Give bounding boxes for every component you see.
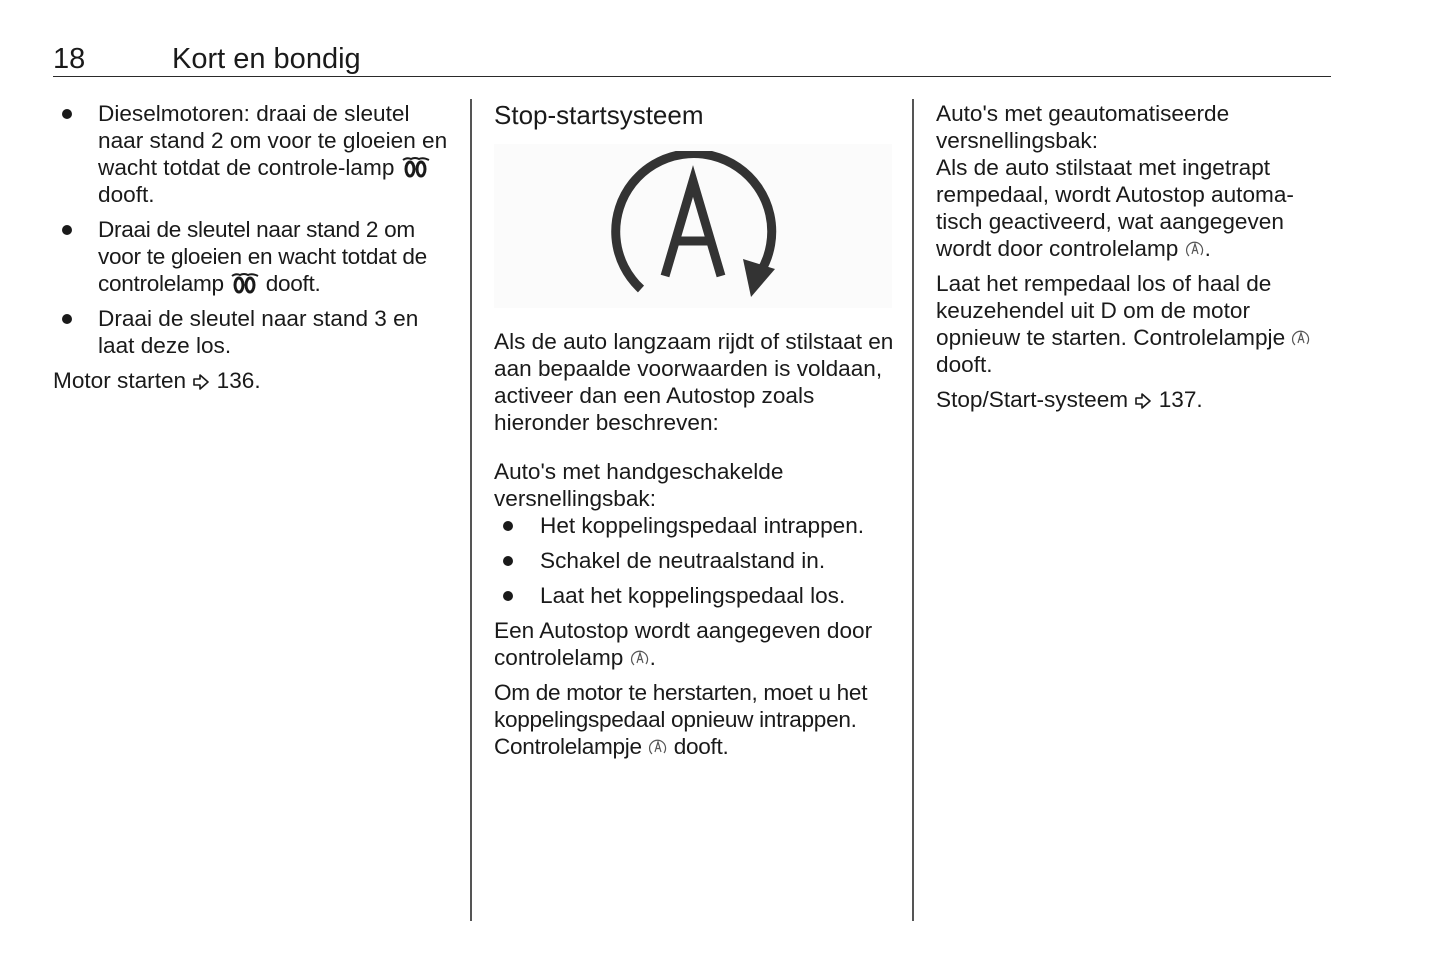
start-steps-list	[53, 100, 458, 359]
manual-gearbox-heading: Auto's met handgeschakelde versnellingsbak:	[494, 459, 784, 511]
paragraph-text: Laat het rempedaal los of haal de keuzehendel uit D om de motor opnieuw te starten. Controlelampje	[936, 271, 1286, 350]
list-item-text: Draai de sleutel naar stand 3 en laat deze los.	[98, 306, 419, 358]
paragraph-text: Om de motor te herstarten, moet u het koppelingspedaal opnieuw intrappen. Controlelampje	[494, 680, 868, 759]
autostop-indicator-icon	[1291, 328, 1311, 348]
autostop-indicator-icon	[648, 737, 668, 757]
page-reference-arrow-icon	[1134, 392, 1152, 410]
column-divider	[912, 99, 914, 921]
autostop-indicator-icon	[630, 648, 650, 668]
chapter-title: Kort en bondig	[172, 43, 361, 75]
release-brake-paragraph	[936, 270, 1326, 378]
cross-reference[interactable]	[53, 367, 458, 394]
paragraph-text: dooft.	[673, 734, 729, 759]
paragraph-text: Als de auto stilstaat met ingetrapt rempedaal, wordt Autostop automa-tisch geactiveerd, wat aangegeven wordt door controlelamp	[936, 155, 1294, 261]
list-item	[53, 305, 458, 359]
glow-plug-icon	[230, 272, 260, 294]
list-item: Laat het koppelingspedaal los.	[494, 582, 899, 609]
reference-page: 137.	[1158, 387, 1203, 412]
list-item	[53, 216, 458, 297]
automated-autostop-paragraph	[936, 154, 1326, 262]
page-reference-arrow-icon	[192, 373, 210, 391]
paragraph-text: .	[1204, 236, 1211, 261]
reference-page: 136.	[216, 368, 261, 393]
column-divider	[470, 99, 472, 921]
list-item	[53, 100, 458, 208]
manual-steps-list	[494, 512, 899, 609]
paragraph-text: .	[649, 645, 656, 670]
paragraph-text: Een Autostop wordt aangegeven door controlelamp	[494, 618, 873, 670]
reference-text: Motor starten	[53, 368, 187, 393]
page-header	[53, 40, 1331, 77]
autostop-indicator-icon	[593, 151, 793, 301]
autostop-figure	[494, 144, 892, 308]
list-item: Schakel de neutraalstand in.	[494, 547, 899, 574]
automated-gearbox-heading: Auto's met geautomatiseerde versnellingsbak:	[936, 101, 1230, 153]
list-item-text: Draai de sleutel naar stand 2 om voor te gloeien en wacht totdat de controlelamp	[98, 217, 427, 296]
column-1	[53, 100, 458, 402]
cross-reference[interactable]	[936, 386, 1326, 413]
glow-plug-icon	[401, 156, 431, 178]
column-2	[494, 100, 899, 768]
list-item-text: Dieselmotoren: draai de sleutel naar stand 2 om voor te gloeien en wacht totdat de controle-lamp	[98, 101, 448, 180]
intro-paragraph: Als de auto langzaam rijdt of stilstaat en aan bepaalde voorwaarden is voldaan, activeer dan een Autostop zoals hieronder beschreven:	[494, 329, 894, 435]
paragraph-text: dooft.	[936, 352, 993, 377]
list-item-text: dooft.	[98, 182, 155, 207]
reference-text: Stop/Start-systeem	[936, 387, 1129, 412]
list-item-text: dooft.	[265, 271, 321, 296]
autostop-indicator-icon	[1185, 239, 1205, 259]
column-3	[936, 100, 1326, 421]
list-item: Het koppelingspedaal intrappen.	[494, 512, 899, 539]
autostop-indicated-paragraph	[494, 617, 899, 671]
restart-paragraph	[494, 679, 899, 760]
section-heading: Stop-startsysteem	[494, 100, 704, 130]
page-number: 18	[53, 43, 86, 75]
